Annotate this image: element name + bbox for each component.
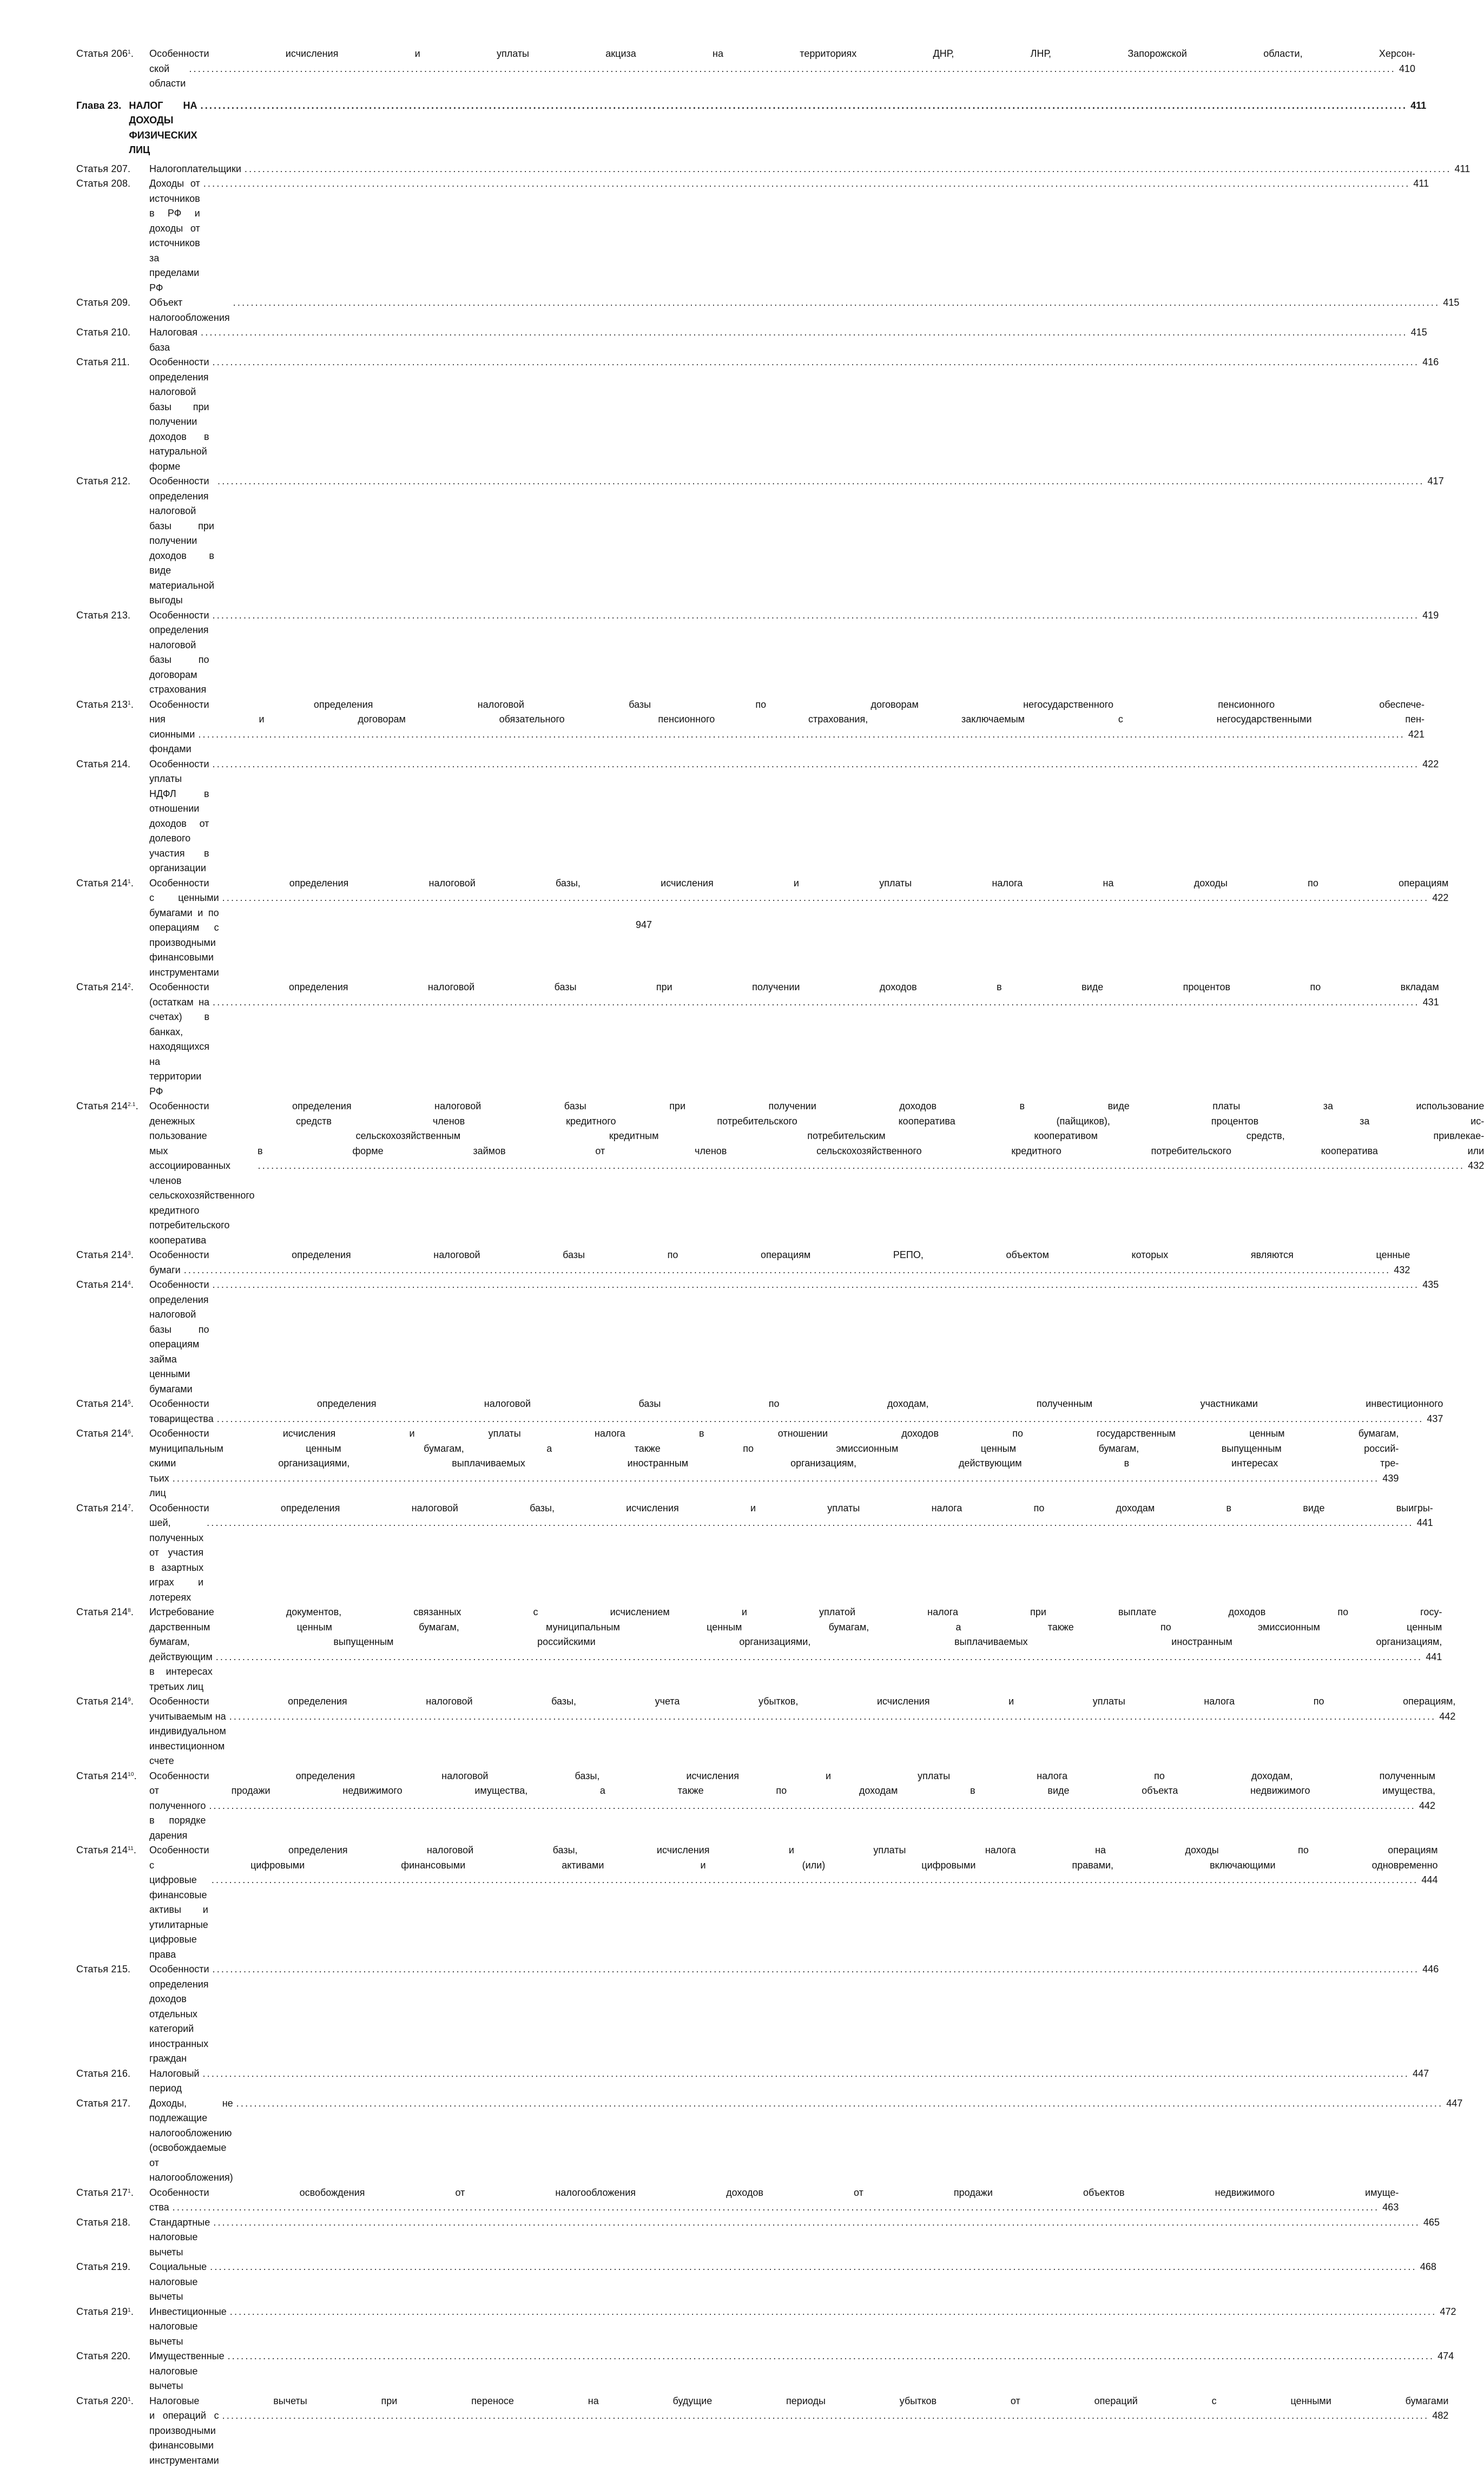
toc-entry[interactable]	[76, 2394, 652, 2468]
entry-title-line: Налоговые вычеты при переносе на будущие периоды убытков от операций с ценными бумагами	[149, 2394, 1448, 2409]
entry-page-number: 468	[1420, 2260, 1436, 2275]
entry-title: ассоциированных членов сельскохозяйственного кредитного потребительского кооператива	[149, 1159, 255, 1248]
entry-title-line: с цифровыми финансовыми активами и (или) цифровыми правами, включающими одновременно	[149, 1858, 1438, 1873]
toc-entry[interactable]	[76, 2066, 652, 2096]
entry-label: Глава 23.	[76, 98, 121, 114]
dot-leader	[213, 355, 1420, 370]
entry-label-superscript: 5	[128, 1399, 131, 1405]
entry-title: Особенности определения налоговой базы при получении доходов в виде материальной выгоды	[149, 474, 214, 608]
entry-label: Статья 219.	[76, 2260, 149, 2275]
entry-title-line: Особенности определения налоговой базы, исчисления и уплаты налога по доходам в виде выигры-	[149, 1501, 1433, 1516]
entry-label: Статья 210.	[76, 325, 149, 340]
entry-label: Статья 220.	[76, 2349, 149, 2364]
dot-leader	[201, 98, 1408, 114]
entry-title: Доходы, не подлежащие налогообложению (освобождаемые от налогообложения)	[149, 2096, 233, 2186]
entry-title-line: муниципальным ценным бумагам, а также по эмиссионным ценным бумагам, выпущенным россий-	[149, 1442, 1399, 1457]
entry-page-number: 422	[1432, 891, 1448, 906]
entry-title-line: Особенности определения налоговой базы, учета убытков, исчисления и уплаты налога по операциям,	[149, 1694, 1455, 1709]
toc-entry[interactable]	[76, 2305, 652, 2349]
dot-leader	[236, 2096, 1443, 2111]
toc-entry[interactable]	[76, 2215, 652, 2260]
dot-leader	[210, 2260, 1417, 2275]
entry-label: Статья $214^8$.	[76, 1605, 149, 1620]
dot-leader	[173, 2200, 1380, 2215]
entry-page-number: 482	[1432, 2408, 1448, 2424]
dot-leader	[222, 891, 1429, 906]
toc-entry[interactable]	[76, 980, 652, 1099]
entry-label-superscript: 9	[128, 1697, 131, 1703]
dot-leader	[217, 474, 1424, 489]
entry-title: Налоговая база	[149, 325, 197, 355]
dot-leader	[228, 2349, 1435, 2364]
dot-leader	[213, 995, 1420, 1010]
entry-label: Статья 215.	[76, 1962, 149, 1977]
entry-title: тьих лиц	[149, 1471, 169, 1501]
dot-leader	[233, 295, 1440, 311]
entry-title: ства	[149, 2200, 169, 2215]
entry-title: полученного в порядке дарения	[149, 1799, 206, 1844]
toc-entry[interactable]	[76, 162, 652, 177]
entry-page-number: 442	[1419, 1799, 1435, 1814]
entry-page-number: 437	[1427, 1412, 1443, 1427]
entry-label: Статья $214^3$.	[76, 1248, 149, 1263]
toc-entry[interactable]	[76, 2096, 652, 2186]
entry-label-superscript: 2	[128, 983, 131, 989]
entry-label: Статья $217^1$.	[76, 2186, 149, 2201]
entry-page-number: 415	[1411, 325, 1427, 340]
entry-title: Налоговый период	[149, 2066, 199, 2096]
entry-label-superscript: 1	[128, 700, 131, 706]
dot-leader	[207, 1516, 1414, 1531]
entry-label: Статья $214^7$.	[76, 1501, 149, 1516]
toc-entry[interactable]	[76, 1501, 652, 1605]
dot-leader	[201, 325, 1408, 340]
page-number: 947	[636, 919, 652, 931]
entry-label-superscript: 11	[128, 1846, 134, 1852]
entry-title: цифровые финансовые активы и утилитарные цифровые права	[149, 1873, 208, 1962]
entry-title-line: Особенности определения налоговой базы при получении доходов в виде процентов по вкладам	[149, 980, 1439, 995]
toc-entry[interactable]	[76, 1426, 652, 1501]
entry-title: Особенности определения налоговой базы при получении доходов в натуральной форме	[149, 355, 209, 474]
entry-label-superscript: 1	[128, 49, 131, 55]
dot-leader	[216, 1650, 1423, 1665]
entry-label: Статья $214^9$.	[76, 1694, 149, 1709]
entry-title: ской области	[149, 62, 186, 91]
toc-entry[interactable]	[76, 2186, 652, 2215]
entry-label: Статья $214^{2.1}$.	[76, 1099, 149, 1114]
dot-leader	[184, 1263, 1391, 1278]
toc-entry[interactable]	[76, 1843, 652, 1962]
entry-title: (остаткам на счетах) в банках, находящихся на территории РФ	[149, 995, 209, 1100]
entry-title-line: дарственным ценным бумагам, муниципальным ценным бумагам, а также по эмиссионным ценным	[149, 1620, 1442, 1635]
entry-title-line: Особенности исчисления и уплаты налога в отношении доходов по государственным ценным бумагам,	[149, 1426, 1399, 1442]
entry-title: товарищества	[149, 1412, 214, 1427]
entry-page-number: 474	[1437, 2349, 1454, 2364]
toc-entry[interactable]	[76, 47, 652, 91]
entry-label-superscript: 3	[128, 1251, 131, 1256]
entry-page-number: 463	[1382, 2200, 1399, 2215]
entry-title-line: денежных средств членов кредитного потребительского кооператива (пайщиков), процентов за ис-	[149, 1114, 1484, 1129]
entry-page-number: 415	[1443, 295, 1459, 311]
entry-page-number: 442	[1439, 1709, 1455, 1725]
entry-title: сионными фондами	[149, 727, 195, 757]
entry-label-superscript: 1	[128, 2397, 131, 2403]
entry-page-number: 421	[1408, 727, 1424, 742]
entry-page-number: 446	[1422, 1962, 1439, 1977]
table-of-contents	[76, 47, 652, 2468]
entry-title-line: от продажи недвижимого имущества, а также по доходам в виде объекта недвижимого имущества,	[149, 1783, 1435, 1799]
entry-page-number: 441	[1426, 1650, 1442, 1665]
entry-title-line: Особенности определения налоговой базы по доходам, полученным участниками инвестиционного	[149, 1397, 1443, 1412]
entry-page-number: 447	[1446, 2096, 1462, 2111]
entry-page-number: 472	[1440, 2305, 1456, 2320]
dot-leader	[209, 1799, 1416, 1814]
dot-leader	[212, 1873, 1419, 1888]
entry-page-number: 411	[1413, 176, 1429, 192]
entry-label-superscript: 1	[128, 2307, 131, 2313]
entry-title: действующим в интересах третьих лиц	[149, 1650, 213, 1695]
entry-title: Особенности определения доходов отдельных категорий иностранных граждан	[149, 1962, 209, 2066]
entry-title-line: Особенности освобождения от налогообложения доходов от продажи объектов недвижимого имуще-	[149, 2186, 1399, 2201]
toc-entry[interactable]	[76, 1605, 652, 1694]
entry-page-number: 432	[1394, 1263, 1410, 1278]
entry-page-number: 419	[1422, 608, 1439, 623]
chapter-heading[interactable]	[76, 98, 652, 158]
dot-leader	[213, 1962, 1420, 1977]
toc-entry[interactable]	[76, 1099, 652, 1248]
entry-label: Статья 207.	[76, 162, 149, 177]
entry-label-superscript: 6	[128, 1429, 131, 1435]
entry-title: Инвестиционные налоговые вычеты	[149, 2305, 227, 2349]
toc-entry[interactable]	[76, 757, 652, 876]
entry-page-number: 416	[1422, 355, 1439, 370]
dot-leader	[202, 2066, 1409, 2082]
entry-page-number: 447	[1413, 2066, 1429, 2082]
entry-title: с ценными бумагами и по операциям с производными финансовыми инструментами	[149, 891, 219, 980]
entry-title: учитываемым на индивидуальном инвестиционном счете	[149, 1709, 226, 1769]
entry-title-line: Особенности определения налоговой базы, исчисления и уплаты налога по доходам, полученным	[149, 1769, 1435, 1784]
entry-page-number: 431	[1423, 995, 1439, 1010]
entry-label: Статья 208.	[76, 176, 149, 192]
toc-entry[interactable]	[76, 176, 652, 295]
entry-title: Доходы от источников в РФ и доходы от источников за пределами РФ	[149, 176, 200, 295]
entry-title-line: Особенности определения налоговой базы при получении доходов в виде платы за использование	[149, 1099, 1484, 1114]
dot-leader	[245, 162, 1452, 177]
entry-title-line: Истребование документов, связанных с исчислением и уплатой налога при выплате доходов по госу-	[149, 1605, 1442, 1620]
entry-page-number: 465	[1423, 2215, 1440, 2230]
entry-title-line: Особенности определения налоговой базы, исчисления и уплаты налога на доходы по операциям	[149, 1843, 1438, 1858]
dot-leader	[198, 727, 1405, 742]
toc-entry[interactable]	[76, 697, 652, 757]
entry-title: шей, полученных от участия в азартных играх и лотереях	[149, 1516, 203, 1605]
toc-entry[interactable]	[76, 1769, 652, 1844]
entry-title-line: ния и договорам обязательного пенсионного страхования, заключаемым с негосударственными пен-	[149, 712, 1424, 727]
dot-leader	[229, 1709, 1436, 1725]
entry-title: Социальные налоговые вычеты	[149, 2260, 207, 2305]
entry-title: и операций с производными финансовыми инструментами	[149, 2408, 219, 2468]
entry-label: Статья $214^{11}$.	[76, 1843, 149, 1858]
entry-label: Статья $206^1$.	[76, 47, 149, 62]
entry-page-number: 441	[1417, 1516, 1433, 1531]
toc-entry[interactable]	[76, 295, 652, 325]
entry-label-superscript: 10	[128, 1772, 134, 1778]
entry-title: НАЛОГ НА ДОХОДЫ ФИЗИЧЕСКИХ ЛИЦ	[129, 98, 197, 158]
entry-title: бумаги	[149, 1263, 181, 1278]
entry-page-number: 444	[1421, 1873, 1437, 1888]
entry-label-superscript: 2.1	[128, 1102, 136, 1108]
toc-entry[interactable]	[76, 1397, 652, 1426]
toc-entry[interactable]	[76, 608, 652, 697]
entry-label: Статья $214^5$.	[76, 1397, 149, 1412]
dot-leader	[213, 608, 1420, 623]
entry-title-line: Особенности определения налоговой базы по операциям РЕПО, объектом которых являются ценные	[149, 1248, 1410, 1263]
entry-title: Особенности определения налоговой базы по договорам страхования	[149, 608, 209, 697]
toc-entry[interactable]	[76, 1278, 652, 1397]
toc-entry[interactable]	[76, 876, 652, 980]
entry-page-number: 435	[1422, 1278, 1439, 1293]
entry-page-number: 439	[1382, 1471, 1399, 1486]
entry-page-number: 411	[1410, 98, 1426, 114]
entry-label: Статья 214.	[76, 757, 149, 772]
toc-entry[interactable]	[76, 1962, 652, 2066]
entry-label: Статья $220^1$.	[76, 2394, 149, 2409]
entry-label: Статья 211.	[76, 355, 149, 370]
entry-label-superscript: 1	[128, 879, 131, 885]
entry-label: Статья $214^6$.	[76, 1426, 149, 1442]
entry-label: Статья 209.	[76, 295, 149, 311]
dot-leader	[203, 176, 1410, 192]
entry-title-line: скими организациями, выплачиваемых иностранным организациям, действующим в интересах тре-	[149, 1456, 1399, 1471]
toc-entry[interactable]	[76, 2260, 652, 2305]
entry-label-superscript: 7	[128, 1504, 131, 1510]
toc-entry[interactable]	[76, 2349, 652, 2394]
entry-label: Статья 213.	[76, 608, 149, 623]
entry-title: Налогоплательщики	[149, 162, 241, 177]
entry-label: Статья $213^1$.	[76, 697, 149, 713]
entry-title: Имущественные налоговые вычеты	[149, 2349, 225, 2394]
entry-title-line: пользование сельскохозяйственным кредитным потребительским кооперативом средств, привлекае-	[149, 1129, 1484, 1144]
entry-label: Статья $214^{10}$.	[76, 1769, 149, 1784]
entry-title: Объект налогообложения	[149, 295, 230, 325]
toc-entry[interactable]	[76, 355, 652, 474]
dot-leader	[213, 1278, 1420, 1293]
entry-label: Статья 217.	[76, 2096, 149, 2111]
entry-title-line: бумагам, выпущенным российскими организациями, выплачиваемых иностранным организациям,	[149, 1635, 1442, 1650]
dot-leader	[213, 2215, 1420, 2230]
dot-leader	[189, 62, 1396, 77]
entry-label: Статья $214^1$.	[76, 876, 149, 891]
entry-label-superscript: 1	[128, 2188, 131, 2194]
entry-page-number: 422	[1422, 757, 1439, 772]
entry-label: Статья 212.	[76, 474, 149, 489]
entry-page-number: 410	[1399, 62, 1415, 77]
dot-leader	[258, 1159, 1465, 1174]
toc-entry[interactable]	[76, 325, 652, 355]
entry-label: Статья 216.	[76, 2066, 149, 2082]
entry-label-superscript: 8	[128, 1608, 131, 1614]
entry-title: Стандартные налоговые вычеты	[149, 2215, 210, 2260]
dot-leader	[230, 2305, 1437, 2320]
dot-leader	[217, 1412, 1424, 1427]
entry-title-line: Особенности исчисления и уплаты акциза на территориях ДНР, ЛНР, Запорожской области, Херсон-	[149, 47, 1415, 62]
entry-title-line: мых в форме займов от членов сельскохозяйственного кредитного потребительского кооператива или	[149, 1144, 1484, 1159]
entry-title: Особенности определения налоговой базы по операциям займа ценными бумагами	[149, 1278, 209, 1397]
entry-label-superscript: 4	[128, 1280, 131, 1286]
entry-page-number: 411	[1455, 162, 1470, 177]
entry-title-line: Особенности определения налоговой базы, исчисления и уплаты налога на доходы по операциям	[149, 876, 1448, 891]
toc-entry[interactable]	[76, 1694, 652, 1769]
entry-page-number: 417	[1428, 474, 1444, 489]
toc-entry[interactable]	[76, 474, 652, 608]
entry-label: Статья $214^4$.	[76, 1278, 149, 1293]
entry-title-line: Особенности определения налоговой базы по договорам негосударственного пенсионного обеспече-	[149, 697, 1424, 713]
toc-entry[interactable]	[76, 1248, 652, 1278]
dot-leader	[222, 2408, 1429, 2424]
entry-label: Статья $214^2$.	[76, 980, 149, 995]
entry-label: Статья $219^1$.	[76, 2305, 149, 2320]
dot-leader	[213, 757, 1420, 772]
entry-title: Особенности уплаты НДФЛ в отношении доходов от долевого участия в организации	[149, 757, 209, 876]
dot-leader	[173, 1471, 1380, 1486]
entry-label: Статья 218.	[76, 2215, 149, 2230]
entry-page-number: 432	[1468, 1159, 1484, 1174]
